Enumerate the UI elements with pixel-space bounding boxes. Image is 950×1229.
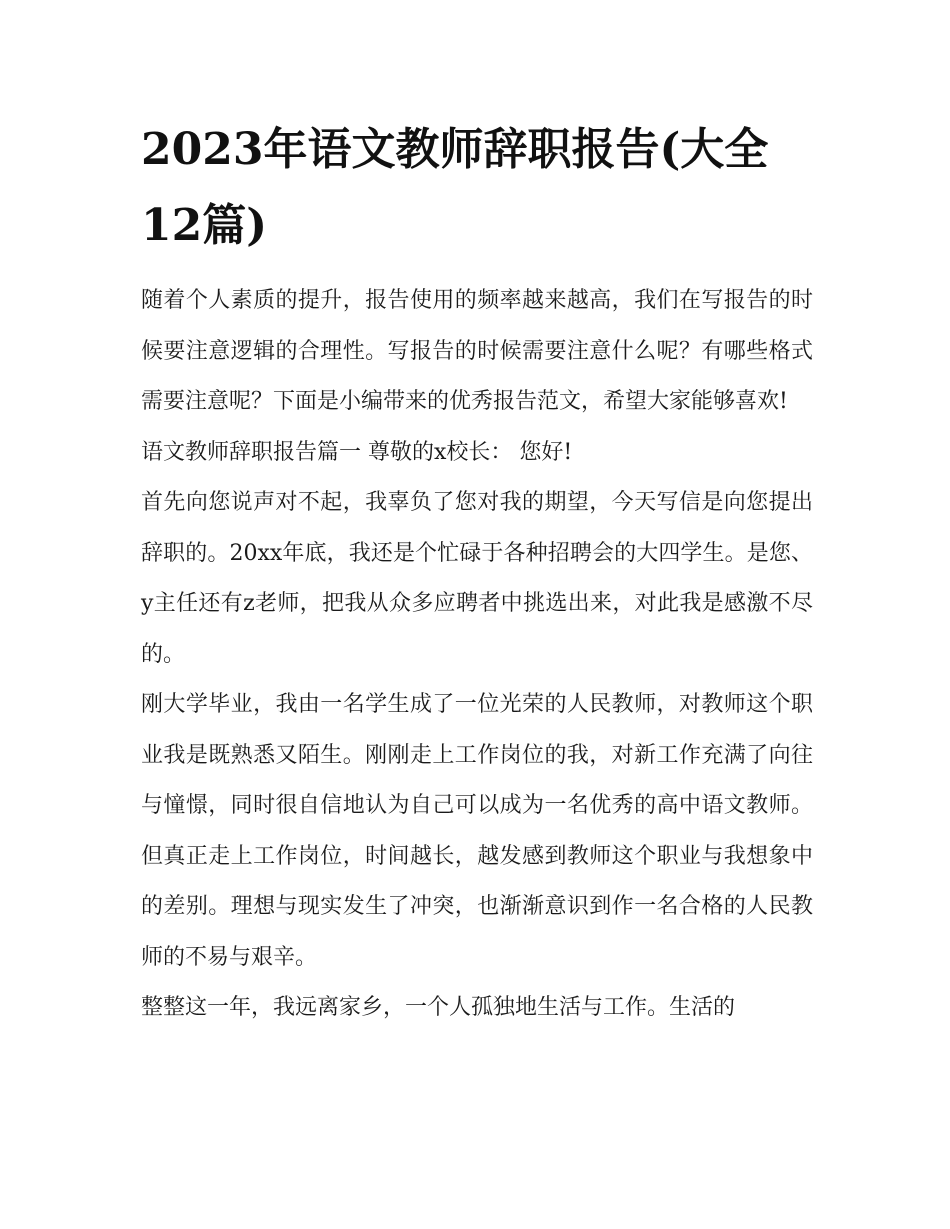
document-body bbox=[141, 276, 813, 1034]
document-title: 2023年语文教师辞职报告(大全12篇) bbox=[141, 124, 769, 251]
letter-heading-paragraph: 语文教师辞职报告篇一 尊敬的x校长： 您好! bbox=[141, 439, 573, 465]
intro-paragraph: 随着个人素质的提升，报告使用的频率越来越高，我们在写报告的时候要注意逻辑的合理性。写报告的时候需要注意什么呢？有哪些格式需要注意呢？下面是小编带来的优秀报告范文，希望大家能够喜欢! bbox=[141, 288, 813, 414]
document-content bbox=[141, 112, 813, 1034]
body-paragraph-3: 整整这一年，我远离家乡，一个人孤独地生活与工作。生活的 bbox=[141, 995, 736, 1020]
body-paragraph-2: 刚大学毕业，我由一名学生成了一位光荣的人民教师，对教师这个职业我是既熟悉又陌生。刚刚走上工作岗位的我，对新工作充满了向往与憧憬，同时很自信地认为自己可以成为一名优秀的高中语文教师。但真正走上工作岗位，时间越长，越发感到教师这个职业与我想象中的差别。理想与现实发生了冲突，也渐渐意识到作一名合格的人民教师的不易与艰辛。 bbox=[141, 692, 813, 970]
body-paragraph-1: 首先向您说声对不起，我辜负了您对我的期望，今天写信是向您提出辞职的。20xx年底，我还是个忙碌于各种招聘会的大四学生。是您、y主任还有z老师，把我从众多应聘者中挑选出来，对此我是感激不尽的。 bbox=[141, 490, 813, 667]
